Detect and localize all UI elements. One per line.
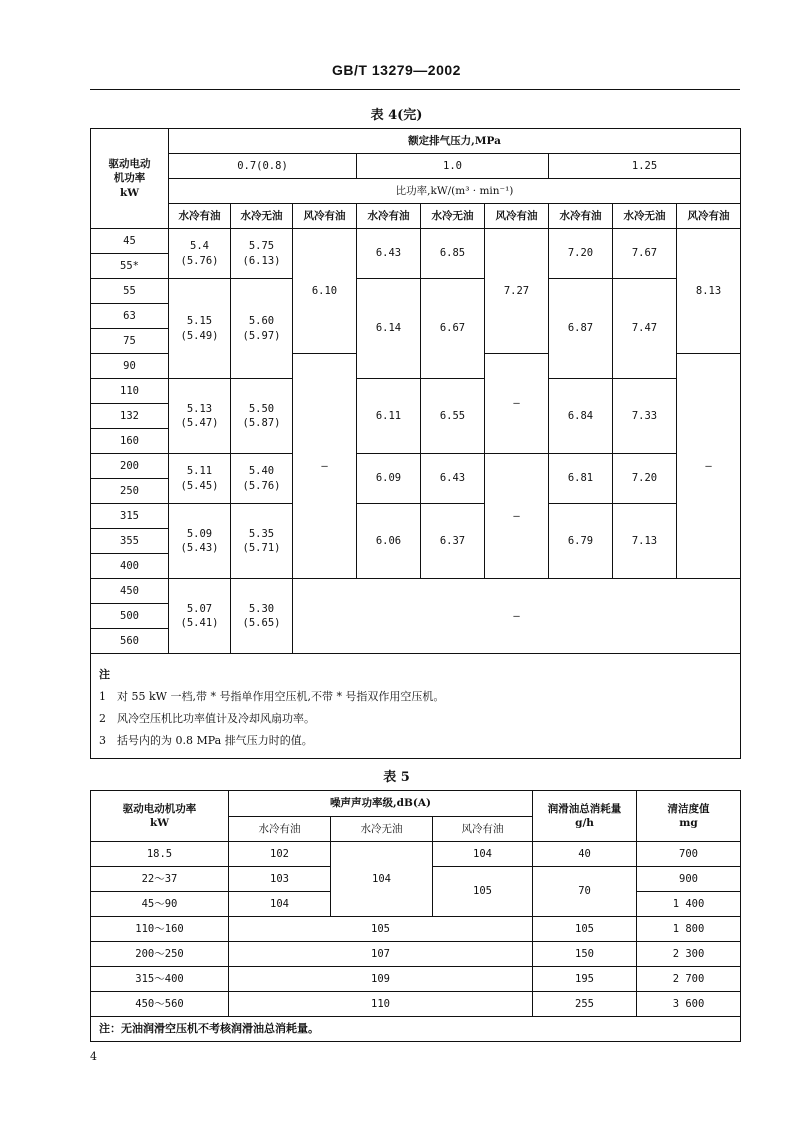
cleanliness-header: 清洁度值 mg <box>637 791 741 842</box>
value-cell: 195 <box>533 967 637 992</box>
value-cell: 5.30 (5.65) <box>231 579 293 654</box>
page-number: 4 <box>90 1050 97 1063</box>
value-cell: 5.75 (6.13) <box>231 229 293 279</box>
specific-power-header: 比功率,kW/(m³ · min⁻¹) <box>169 179 741 204</box>
col-air-oil: 风冷有油 <box>293 204 357 229</box>
value-cell: 5.4 (5.76) <box>169 229 231 279</box>
col-air-oil: 风冷有油 <box>677 204 741 229</box>
power-cell: 560 <box>91 629 169 654</box>
value-cell: 700 <box>637 842 741 867</box>
dash-cell: — <box>677 354 741 579</box>
col-water-oil: 水冷有油 <box>549 204 613 229</box>
value-cell: 6.37 <box>421 504 485 579</box>
table5-note: 注：无油润滑空压机不考核润滑油总消耗量。 <box>91 1017 741 1042</box>
power-cell: 63 <box>91 304 169 329</box>
col-water-oil: 水冷有油 <box>169 204 231 229</box>
value-cell: 7.67 <box>613 229 677 279</box>
power-cell: 90 <box>91 354 169 379</box>
table-5 <box>90 790 741 1042</box>
power-cell: 200 <box>91 454 169 479</box>
power-cell: 160 <box>91 429 169 454</box>
power-cell: 250 <box>91 479 169 504</box>
table5-caption: 表 5 <box>383 770 410 785</box>
value-cell: 105 <box>229 917 533 942</box>
note-2: 2 风冷空压机比功率值计及冷却风扇功率。 <box>99 712 315 725</box>
oil-consumption-header: 润滑油总消耗量 g/h <box>533 791 637 842</box>
value-cell: 104 <box>331 842 433 917</box>
value-cell: 6.81 <box>549 454 613 504</box>
power-cell: 315 <box>91 504 169 529</box>
value-cell: 6.67 <box>421 279 485 379</box>
value-cell: 5.50 (5.87) <box>231 379 293 454</box>
value-cell: 8.13 <box>677 229 741 354</box>
header-rule <box>90 89 740 90</box>
value-cell: 6.10 <box>293 229 357 354</box>
value-cell: 6.87 <box>549 279 613 379</box>
value-cell: 7.27 <box>485 229 549 354</box>
value-cell: 102 <box>229 842 331 867</box>
value-cell: 104 <box>433 842 533 867</box>
value-cell: 2 700 <box>637 967 741 992</box>
value-cell: 7.47 <box>613 279 677 379</box>
value-cell: 70 <box>533 867 637 917</box>
value-cell: 6.06 <box>357 504 421 579</box>
value-cell: 6.84 <box>549 379 613 454</box>
rated-pressure-header: 额定排气压力,MPa <box>169 129 741 154</box>
power-cell: 55 <box>91 279 169 304</box>
dash-cell: — <box>485 454 549 579</box>
pressure-1.25: 1.25 <box>549 154 741 179</box>
power-cell: 315～400 <box>91 967 229 992</box>
col-water-oil: 水冷有油 <box>357 204 421 229</box>
value-cell: 110 <box>229 992 533 1017</box>
value-cell: 1 400 <box>637 892 741 917</box>
dash-cell: — <box>485 354 549 454</box>
value-cell: 7.33 <box>613 379 677 454</box>
power-cell: 110～160 <box>91 917 229 942</box>
value-cell: 5.07 (5.41) <box>169 579 231 654</box>
power-cell: 18.5 <box>91 842 229 867</box>
value-cell: 7.20 <box>613 454 677 504</box>
power-header: 驱动电动机功率 kW <box>91 791 229 842</box>
value-cell: 150 <box>533 942 637 967</box>
value-cell: 5.60 (5.97) <box>231 279 293 379</box>
value-cell: 104 <box>229 892 331 917</box>
pressure-1.0: 1.0 <box>357 154 549 179</box>
value-cell: 109 <box>229 967 533 992</box>
value-cell: 3 600 <box>637 992 741 1017</box>
value-cell: 255 <box>533 992 637 1017</box>
col-water-oilfree: 水冷无油 <box>613 204 677 229</box>
value-cell: 6.43 <box>357 229 421 279</box>
value-cell: 6.85 <box>421 229 485 279</box>
value-cell: 6.11 <box>357 379 421 454</box>
value-cell: 2 300 <box>637 942 741 967</box>
value-cell: 107 <box>229 942 533 967</box>
value-cell: 6.09 <box>357 454 421 504</box>
power-cell: 132 <box>91 404 169 429</box>
dash-cell: — <box>293 354 357 579</box>
noise-header: 噪声声功率级,dB(A) <box>229 791 533 817</box>
table4-caption: 表 4(完) <box>370 108 423 123</box>
value-cell: 5.35 (5.71) <box>231 504 293 579</box>
note-1: 1 对 55 kW 一档,带 * 号指单作用空压机,不带 * 号指双作用空压机。 <box>99 690 445 703</box>
col-water-oilfree: 水冷无油 <box>421 204 485 229</box>
value-cell: 900 <box>637 867 741 892</box>
value-cell: 105 <box>533 917 637 942</box>
power-cell: 75 <box>91 329 169 354</box>
noise-air-oil: 风冷有油 <box>433 816 533 842</box>
value-cell: 6.55 <box>421 379 485 454</box>
col-air-oil: 风冷有油 <box>485 204 549 229</box>
noise-water-oil: 水冷有油 <box>229 816 331 842</box>
power-cell: 200～250 <box>91 942 229 967</box>
power-header: 驱动电动 机功率 kW <box>91 129 169 229</box>
power-cell: 45～90 <box>91 892 229 917</box>
table-4 <box>90 128 741 759</box>
value-cell: 105 <box>433 867 533 917</box>
note-3: 3 括号内的为 0.8 MPa 排气压力时的值。 <box>99 734 313 747</box>
power-cell: 55* <box>91 254 169 279</box>
value-cell: 7.20 <box>549 229 613 279</box>
power-cell: 110 <box>91 379 169 404</box>
value-cell: 40 <box>533 842 637 867</box>
value-cell: 7.13 <box>613 504 677 579</box>
dash-cell: — <box>293 579 741 654</box>
value-cell: 103 <box>229 867 331 892</box>
value-cell: 5.40 (5.76) <box>231 454 293 504</box>
value-cell: 6.14 <box>357 279 421 379</box>
noise-water-oilfree: 水冷无油 <box>331 816 433 842</box>
power-cell: 355 <box>91 529 169 554</box>
value-cell: 5.15 (5.49) <box>169 279 231 379</box>
power-cell: 400 <box>91 554 169 579</box>
notes-title: 注 <box>99 668 110 681</box>
standard-code-header: GB/T 13279—2002 <box>332 62 461 78</box>
value-cell: 5.11 (5.45) <box>169 454 231 504</box>
power-cell: 500 <box>91 604 169 629</box>
power-cell: 45 <box>91 229 169 254</box>
power-cell: 450～560 <box>91 992 229 1017</box>
table4-notes <box>91 654 741 759</box>
value-cell: 6.79 <box>549 504 613 579</box>
power-cell: 22～37 <box>91 867 229 892</box>
value-cell: 5.09 (5.43) <box>169 504 231 579</box>
value-cell: 6.43 <box>421 454 485 504</box>
value-cell: 5.13 (5.47) <box>169 379 231 454</box>
value-cell: 1 800 <box>637 917 741 942</box>
pressure-0.7: 0.7(0.8) <box>169 154 357 179</box>
power-cell: 450 <box>91 579 169 604</box>
col-water-oilfree: 水冷无油 <box>231 204 293 229</box>
